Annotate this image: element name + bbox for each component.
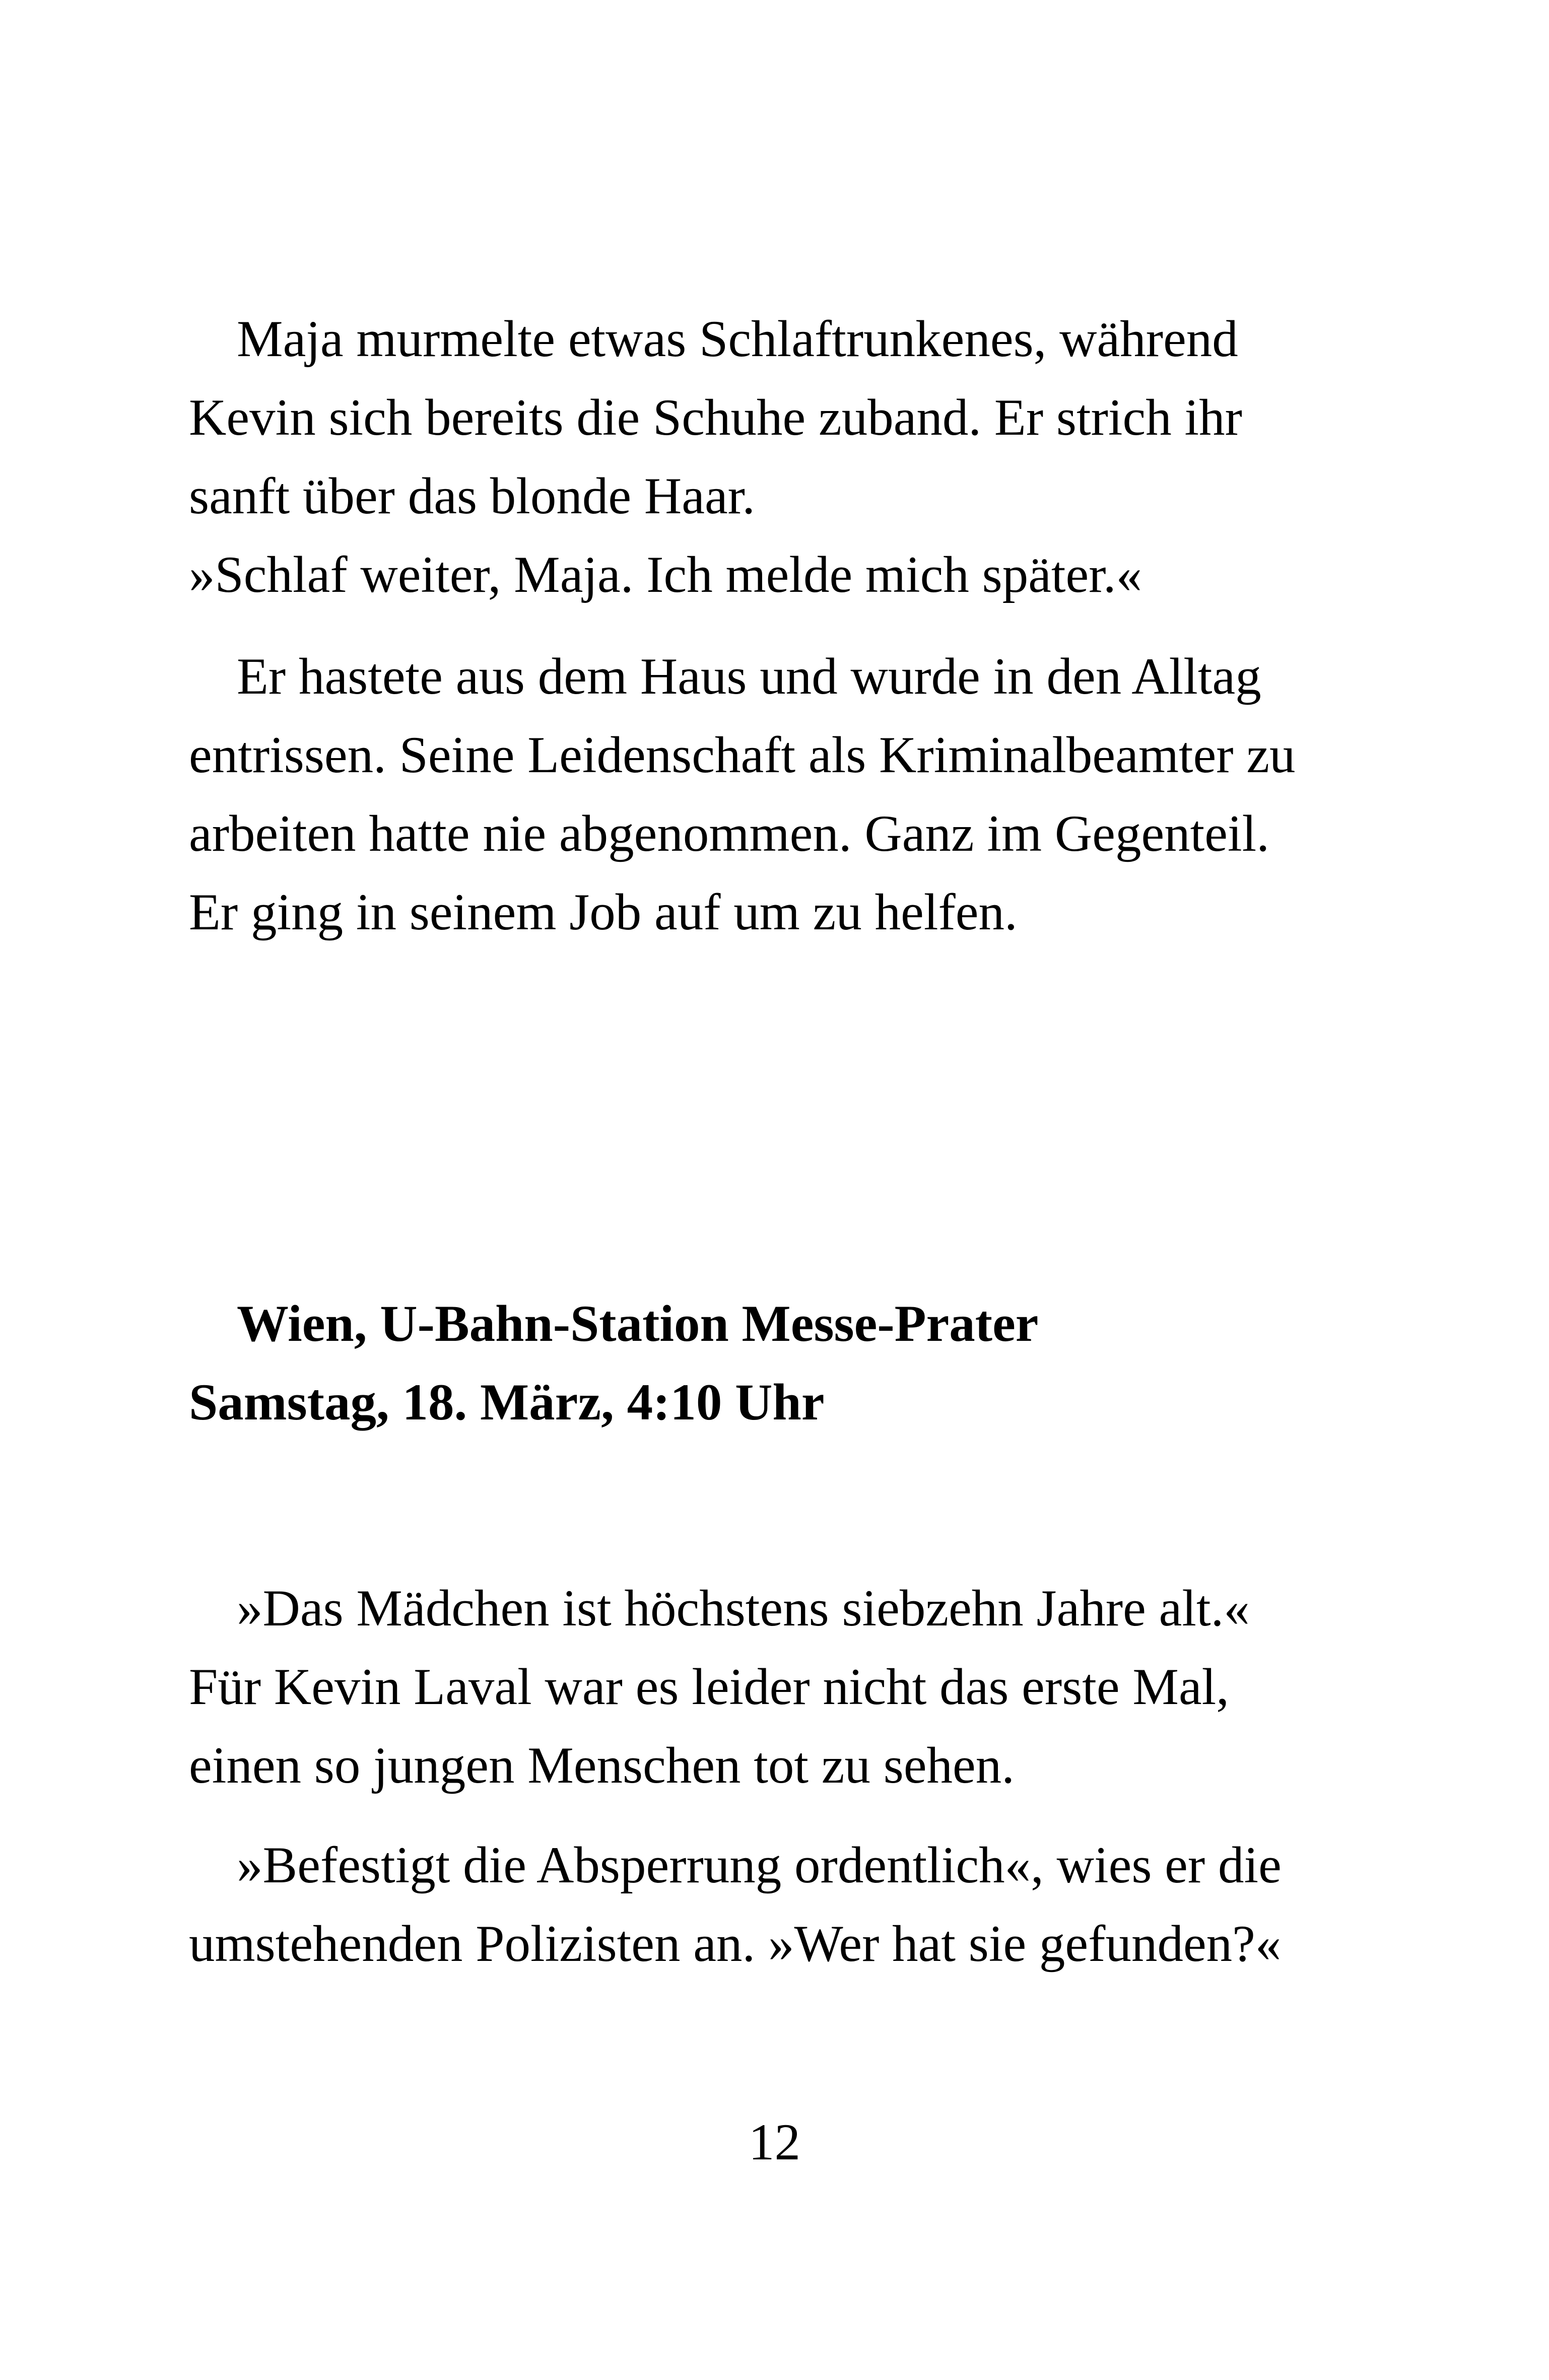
paragraph-1 [189,300,1368,614]
paragraph-line: Kevin sich bereits die Schuhe zuband. Er strich ihr [189,389,1242,446]
paragraph-line: Er ging in seinem Job auf um zu helfen. [189,883,1018,941]
paragraph-line: »Schlaf weiter, Maja. Ich melde mich später.« [189,546,1142,603]
paragraph-line: »Das Mädchen ist höchstens siebzehn Jahre alt.« [237,1580,1250,1637]
paragraph-line: Er hastete aus dem Haus und wurde in den Alltag [237,648,1261,705]
section-heading [189,1284,1368,1442]
paragraph-line: Maja murmelte etwas Schlaftrunkenes, während [237,310,1238,368]
paragraph-line: einen so jungen Menschen tot zu sehen. [189,1737,1015,1794]
paragraph-line: Für Kevin Laval war es leider nicht das erste Mal, [189,1658,1230,1716]
paragraph-4 [189,1826,1368,1983]
heading-datetime: Samstag, 18. März, 4:10 Uhr [189,1374,825,1431]
paragraph-line: »Befestigt die Absperrung ordentlich«, wies er die [237,1837,1282,1894]
paragraph-3 [189,1569,1368,1805]
paragraph-line: umstehenden Polizisten an. »Wer hat sie gefunden?« [189,1915,1282,1973]
paragraph-2 [189,637,1368,951]
heading-location: Wien, U-Bahn-Station Messe-Prater [237,1295,1039,1352]
paragraph-line: sanft über das blonde Haar. [189,467,756,525]
paragraph-line: arbeiten hatte nie abgenommen. Ganz im Gegenteil. [189,805,1269,862]
paragraph-line: entrissen. Seine Leidenschaft als Kriminalbeamter zu [189,726,1296,784]
page-number: 12 [749,2114,800,2171]
